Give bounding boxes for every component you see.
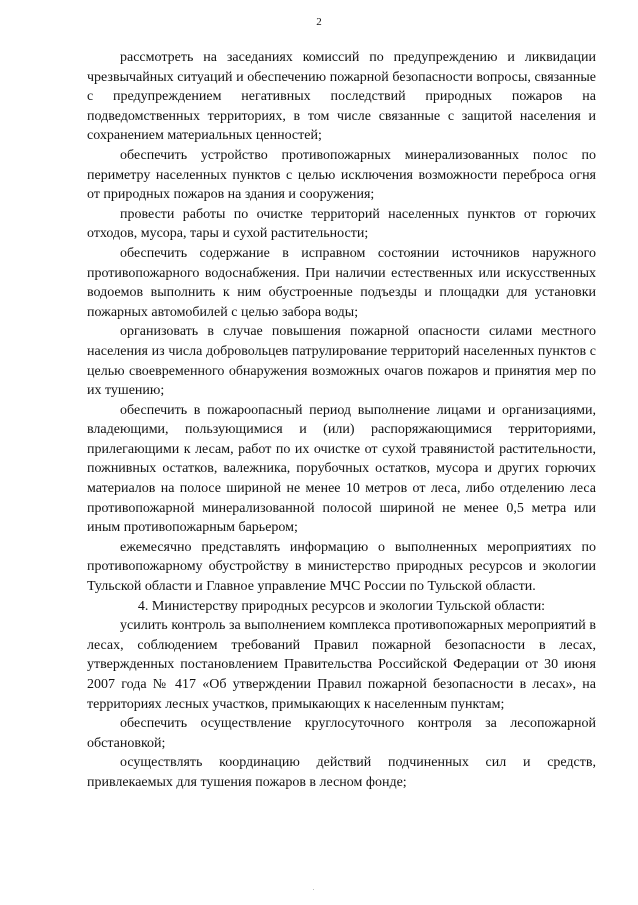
paragraph-patrols: организовать в случае повышения пожарной опасности силами местного населения из числа добровольцев патрулирование территорий населенных пунктов с целью своевременного обнаружения возможных очагов пожаров и принятия мер по их тушению; — [87, 324, 596, 399]
paragraph-round-the-clock: обеспечить осуществление круглосуточного контроля за лесопожарной обстановкой; — [87, 716, 596, 751]
section-heading-4: 4. Министерству природных ресурсов и экологии Тульской области: — [137, 598, 546, 614]
page-number: 2 — [316, 16, 322, 28]
paragraph-cleanup: провести работы по очистке территорий населенных пунктов от горючих отходов, мусора, тары и сухой растительности; — [87, 206, 596, 242]
paragraph-control: усилить контроль за выполнением комплекса противопожарных мероприятий в лесах, соблюдением требований Правил пожарной безопасности в лесах, утвержденных постановлением Правительства Российской Федерации от 30 июня 2007 года № 417 «Об утверждении Правил пожарной безопасности в лесах», на территориях лесных участков, примыкающих к населенным пунктам; — [87, 618, 596, 712]
paragraph-commissions: рассмотреть на заседаниях комиссий по предупреждению и ликвидации чрезвычайных ситуаций и обеспечению пожарной безопасности вопросы, связанные с предупреждением негативных последствий природных пожаров на подведомственных территориях, в том числе связанные с защитой населения и сохранением материальных ценностей; — [87, 50, 596, 144]
scan-speck — [313, 889, 314, 890]
paragraph-forest-clearing: обеспечить в пожароопасный период выполнение лицами и организациями, владеющими, пользующимися и (или) распоряжающимися территориями, прилегающими к лесам, работ по их очистке от сухой травянистой растительности, пожнивных остатков, валежника, порубочных остатков, мусора и других горючих материалов на полосе шириной не менее 10 метров от леса, либо отделению леса противопожарной минерализованной полосой шириной не менее 0,5 метра или иным противопожарным барьером; — [87, 402, 596, 536]
body-text — [87, 48, 596, 793]
paragraph-water-supply: обеспечить содержание в исправном состоянии источников наружного противопожарного водоснабжения. При наличии естественных или искусственных водоемов выполнить к ним обустроенные подъезды и площадки для установки пожарных автомобилей с целью забора воды; — [87, 245, 596, 320]
paragraph-fire-strips: обеспечить устройство противопожарных минерализованных полос по периметру населенных пунктов с целью исключения возможности переброса огня от природных пожаров на здания и сооружения; — [87, 147, 596, 203]
paragraph-monthly-report: ежемесячно представлять информацию о выполненных мероприятиях по противопожарному обустройству в министерство природных ресурсов и экологии Тульской области и Главное управление МЧС России по Тульской области. — [87, 539, 596, 595]
paragraph-coordination: осуществлять координацию действий подчиненных сил и средств, привлекаемых для тушения пожаров в лесном фонде; — [87, 755, 596, 790]
